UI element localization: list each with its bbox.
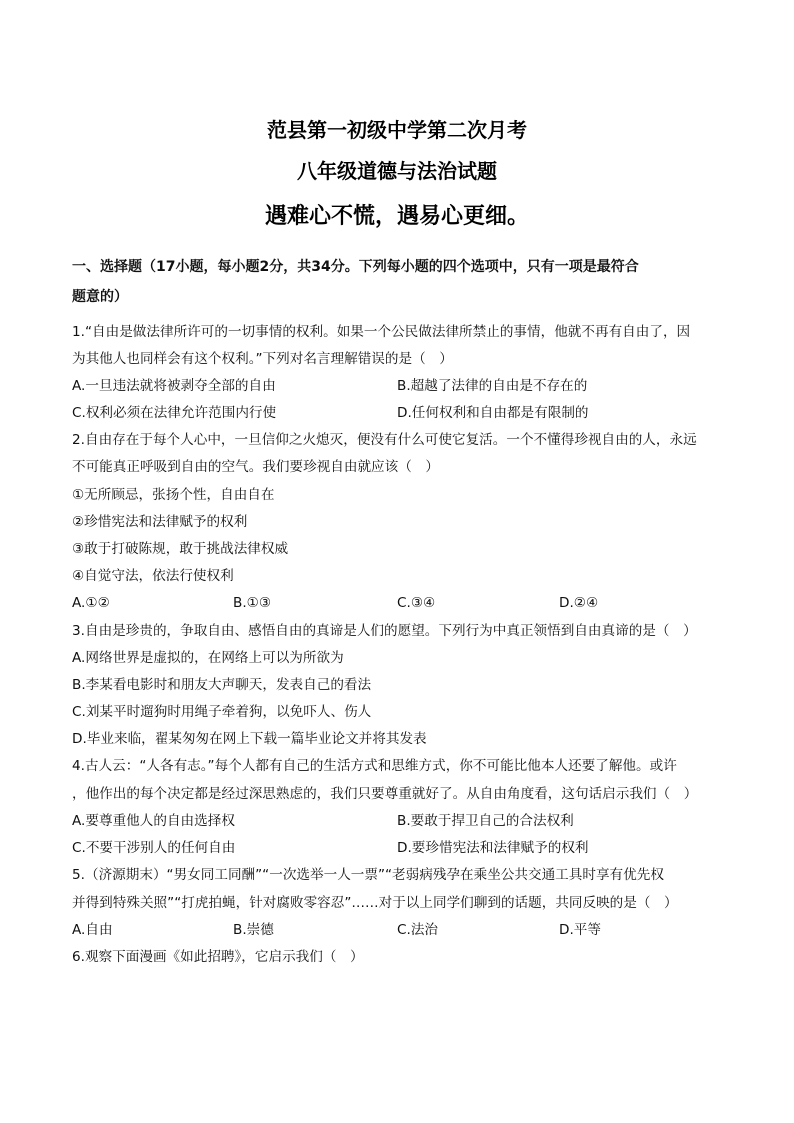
- section-heading: 一、选择题（17小题，每小题2分，共34分。下列每小题的四个选项中，只有一项是最符合: [72, 259, 639, 275]
- question-2-option-a: A.①②: [72, 595, 110, 611]
- question-1-stem: 1.“自由是做法律所许可的一切事情的权利。如果一个公民做法律所禁止的事情，他就不再有自由了，因: [72, 324, 691, 340]
- section-heading-cont: 题意的）: [72, 289, 128, 305]
- question-3-option-d: D.毕业来临，翟某匆匆在网上下载一篇毕业论文并将其发表: [72, 731, 427, 747]
- question-2-option-b: B.①③: [233, 595, 272, 611]
- question-2-item-3: ③敢于打破陈规，敢于挑战法律权威: [72, 541, 289, 557]
- question-3-stem: 3.自由是珍贵的，争取自由、感悟自由的真谛是人们的愿望。下列行为中真正领悟到自由真谛的是（ ）: [72, 623, 697, 639]
- question-5-stem: 5.（济源期末）“男女同工同酬”“一次选举一人一票”“老弱病残孕在乘坐公共交通工具时享有优先权: [72, 867, 664, 883]
- question-4-option-b: B.要敢于捍卫自己的合法权利: [397, 813, 574, 829]
- question-4-stem: 4.古人云：“人各有志。”每个人都有自己的生活方式和思维方式，你不可能比他本人还要了解他。或许: [72, 758, 677, 774]
- question-5-option-c: C.法治: [397, 922, 439, 938]
- question-1-option-c: C.权利必须在法律允许范围内行使: [72, 405, 277, 421]
- question-6-stem: 6.观察下面漫画《如此招聘》，它启示我们（ ）: [72, 949, 364, 965]
- question-1-option-d: D.任何权利和自由都是有限制的: [397, 405, 589, 421]
- question-3-option-a: A.网络世界是虚拟的，在网络上可以为所欲为: [72, 650, 344, 666]
- question-2-item-1: ①无所顾忌，张扬个性，自由自在: [72, 487, 275, 503]
- question-5-option-b: B.崇德: [233, 922, 274, 938]
- question-5-option-a: A.自由: [72, 922, 113, 938]
- question-2-option-d: D.②④: [559, 595, 599, 611]
- question-1-stem-cont: 为其他人也同样会有这个权利。”下列对名言理解错误的是（ ）: [72, 351, 453, 367]
- question-5-stem-cont: 并得到特殊关照”“打虎拍蝇，针对腐败零容忍”……对于以上同学们聊到的话题，共同反映的是（ ）: [72, 895, 678, 911]
- question-2-stem: 2.自由存在于每个人心中，一旦信仰之火熄灭，便没有什么可使它复活。一个不懂得珍视自由的人，永远: [72, 432, 697, 448]
- question-2-item-2: ②珍惜宪法和法律赋予的权利: [72, 514, 248, 530]
- question-5-option-d: D.平等: [559, 922, 601, 938]
- exam-title: 八年级道德与法治试题: [297, 159, 497, 183]
- question-4-option-d: D.要珍惜宪法和法律赋予的权利: [397, 840, 589, 856]
- school-title: 范县第一初级中学第二次月考: [267, 118, 527, 142]
- question-2-item-4: ④自觉守法，依法行使权利: [72, 568, 234, 584]
- question-4-stem-cont: ，他作出的每个决定都是经过深思熟虑的，我们只要尊重就好了。从自由角度看，这句话启示我们（ ）: [72, 786, 698, 802]
- question-3-option-c: C.刘某平时遛狗时用绳子牵着狗，以免吓人、伤人: [72, 704, 372, 720]
- question-4-option-c: C.不要干涉别人的任何自由: [72, 840, 236, 856]
- question-1-option-b: B.超越了法律的自由是不存在的: [397, 378, 588, 394]
- question-2-stem-cont: 不可能真正呼吸到自由的空气。我们要珍视自由就应该（ ）: [72, 459, 440, 475]
- motto: 遇难心不慌，遇易心更细。: [264, 203, 529, 229]
- question-3-option-b: B.李某看电影时和朋友大声聊天，发表自己的看法: [72, 677, 372, 693]
- question-1-option-a: A.一旦违法就将被剥夺全部的自由: [72, 378, 276, 394]
- question-2-option-c: C.③④: [397, 595, 436, 611]
- question-4-option-a: A.要尊重他人的自由选择权: [72, 813, 235, 829]
